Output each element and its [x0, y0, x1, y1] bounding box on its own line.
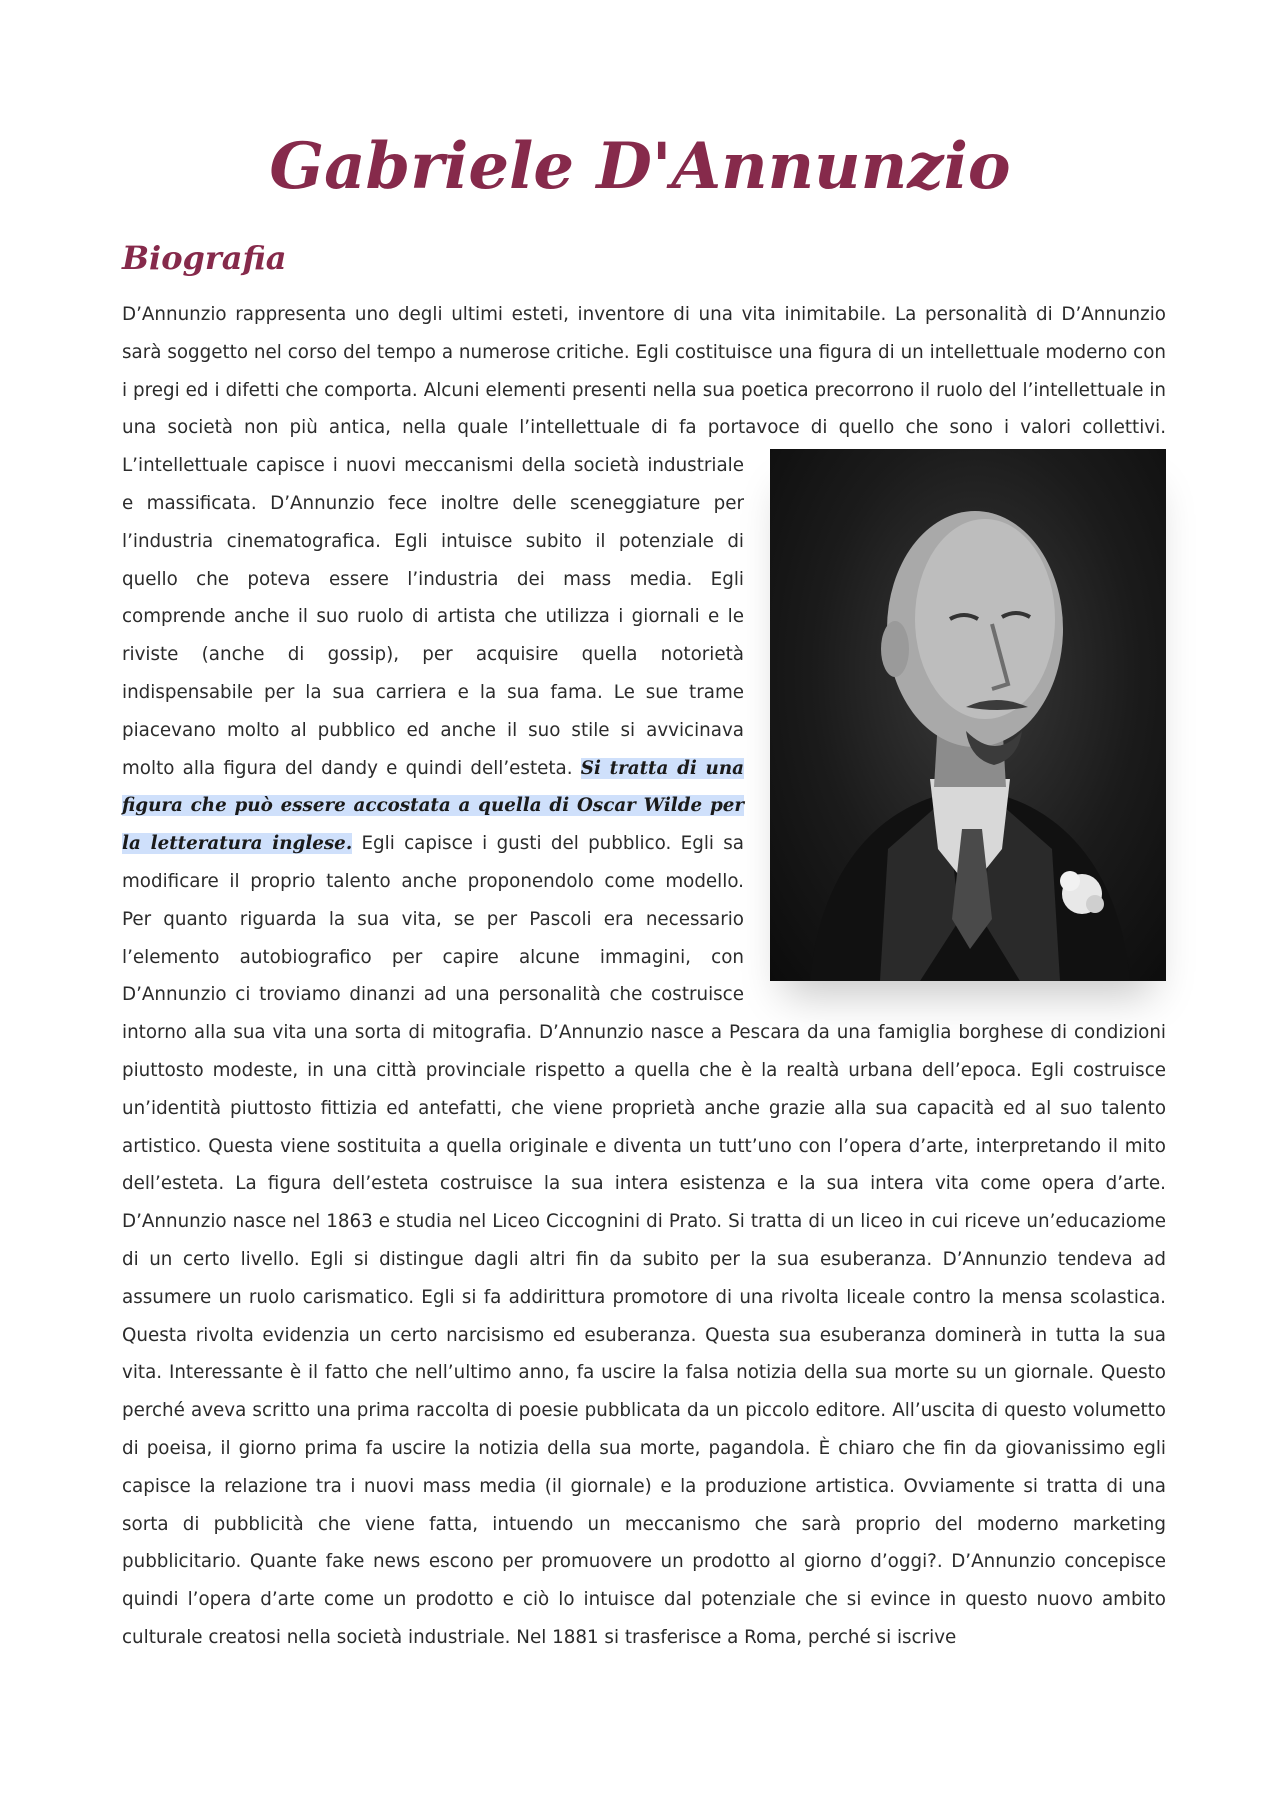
- biography-body: [122, 296, 1166, 1657]
- section-heading: Biografia: [122, 239, 287, 277]
- page-title: Gabriele D'Annunzio: [269, 129, 1011, 204]
- paragraph-intro: D’Annunzio rappresenta uno degli ultimi esteti, inventore di una vita inimitabile. La personalità di D’Annunzio sarà soggetto nel corso del tempo a numerose critiche. Egli costituisce una figura di un intellettuale moderno con i pregi ed i difetti che comporta. Alcuni elementi presenti nella sua poetica precorrono il ruolo del l’intellettuale in una società non più antica, nella quale l’intellettuale di fa portavoce di quello che sono i valori: [122, 304, 1166, 439]
- paragraph-text: collettivi. L’intellettuale capisce i nuovi meccanismi della società industriale e massificata. D’Annunzio fece inoltre delle sceneggiature per l’industria cinematografica. Egli intuisce subito il potenziale di quello che poteva essere l’industria dei mass media. Egli comprende anche il suo ruolo di artista che utilizza i giornali e le riviste (anche di gossip), per acquisire quella notorietà indispensabile per la sua carriera e la sua fama. Le sue trame piacevano molto al pubblico ed anche il suo stile si avvicinava molto alla figura del dandy e quindi dell’esteta.: [122, 417, 1166, 779]
- paragraph-continuation: Egli capisce i gusti del pubblico. Egli sa modificare il proprio talento anche proponendolo come modello. Per quanto riguarda la sua vita, se per Pascoli era necessario l’elemento autobiografico per capire alcune immagini, con D’Annunzio ci troviamo dinanzi ad una personalità che costruisce intorno alla sua vita una sorta di mitografia. D’Annunzio nasce a Pescara da una famiglia borghese di condizioni piuttosto modeste, in una città provinciale rispetto a quella che è la realtà urbana dell’epoca. Egli costruisce un’identità piuttosto fittizia ed antefatti, che viene proprietà anche grazie alla sua capacità ed al suo talento artistico. Questa viene sostituita a quella originale e diventa un tutt’uno con l’opera d’arte, interpretando il mito dell’esteta. La figura dell’esteta costruisce la sua intera esistenza e la sua intera vita come opera d’arte. D’Annunzio nasce nel 1863 e studia nel Liceo Ciccognini di Prato. Si tratta di un liceo in cui riceve un’educaziome di un certo livello. Egli si distingue dagli altri fin da subito per la sua esuberanza. D’Annunzio tendeva ad assumere un ruolo carismatico. Egli si fa addirittura promotore di una rivolta liceale contro la mensa scolastica. Questa rivolta evidenzia un certo narcisismo ed esuberanza. Questa sua esuberanza dominerà in tutta la sua vita. Interessante è il fatto che nell’ultimo anno, fa uscire la falsa notizia della sua morte su un giornale. Questo perché aveva scritto una prima raccolta di poesie pubblicata da un piccolo editore. All’uscita di questo volumetto di poeisa, il giorno prima fa uscire la notizia della sua morte, pagandola. È chiaro che fin da giovanissimo egli capisce la relazione tra i nuovi mass media (il giornale) e la produzione artistica. Ovviamente si tratta di una sorta di pubblicità che viene fatta, intuendo un meccanismo che sarà proprio del moderno marketing pubblicitario. Quante fake news escono per promuovere un prodotto al giorno d’oggi?. D’Annunzio concepisce quindi l’opera d’arte come un prodotto e ciò lo intuisce dal potenziale che si evince in questo nuovo ambito culturale creatosi nella società industriale. Nel 1881 si trasferisce a Roma, perché si iscrive: [122, 833, 1166, 1648]
- portrait-photo-icon: [770, 449, 1166, 981]
- portrait-illustration: [770, 449, 1166, 981]
- highlighted-quote: Si tratta di una figura che può essere accostata a quella di Oscar Wilde per la letteratura inglese.: [122, 757, 744, 855]
